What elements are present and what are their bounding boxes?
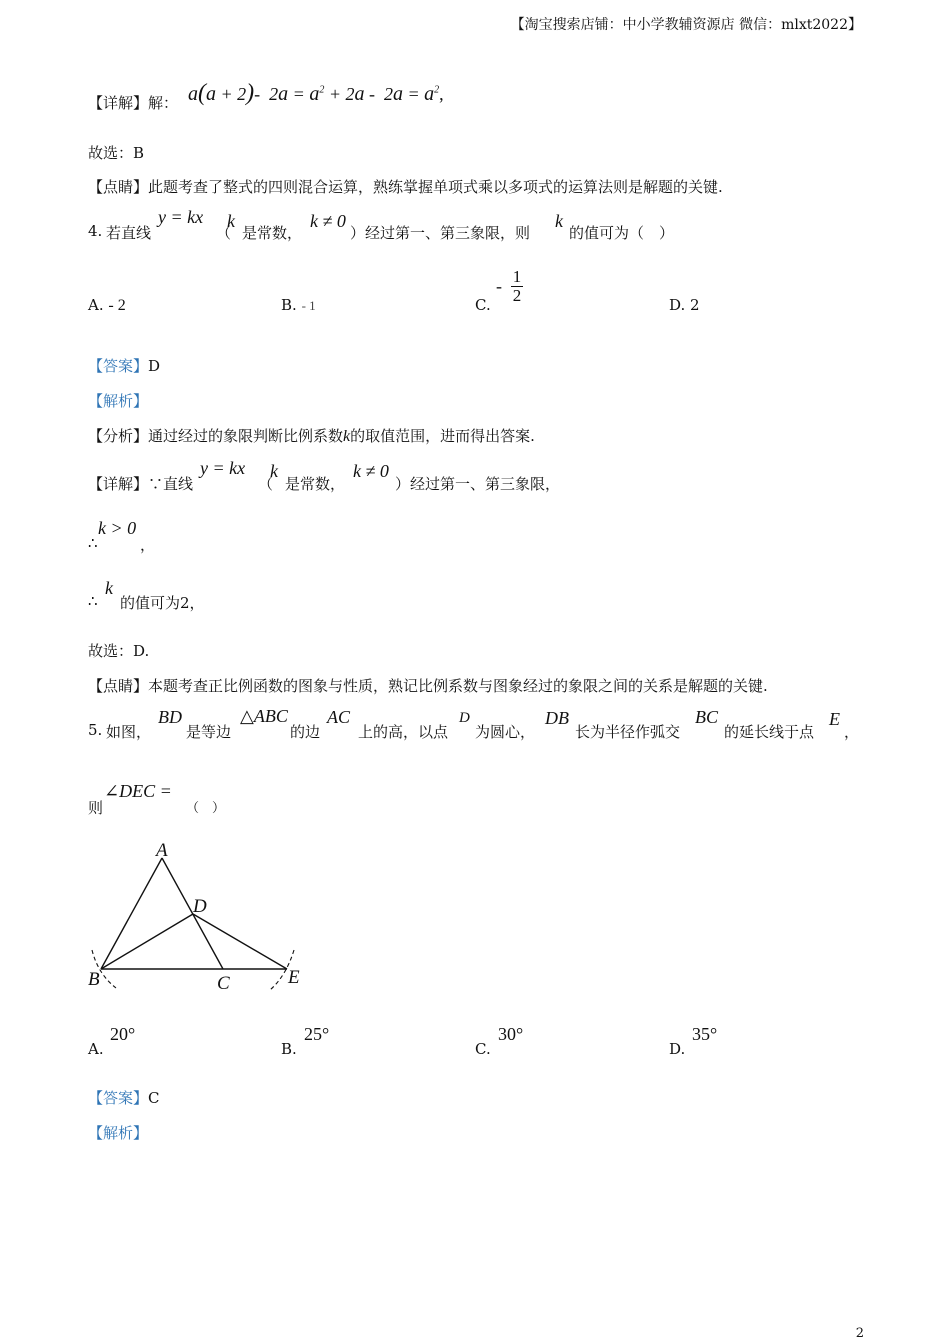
q4-detail-label	[88, 473, 193, 494]
option-value: 2	[690, 296, 700, 314]
q4-option-d[interactable]	[669, 296, 700, 314]
q5-s7: 的延长线于点	[724, 723, 815, 741]
page-number: 2	[855, 1326, 864, 1341]
q5-option-a-value: 20°	[110, 1024, 136, 1044]
q4-detail-d2: （	[258, 475, 274, 493]
q5-number: 5.	[88, 721, 103, 739]
q5-s8: ，	[844, 723, 860, 741]
q4-answer	[88, 355, 160, 376]
detail-text: ∵直线	[148, 475, 194, 493]
answer-value: C	[148, 1089, 160, 1107]
q5-s1: 如图，	[106, 723, 152, 741]
q5-e: E	[829, 709, 840, 729]
option-label: D.	[669, 1040, 686, 1058]
q4-k1: k	[227, 211, 235, 231]
q4-s1: 若直线	[106, 224, 152, 242]
q5-option-c-value: 30°	[498, 1024, 524, 1044]
page-header: 【淘宝搜索店铺：中小学教辅资源店 微信：mlxt2022】	[510, 17, 862, 33]
fenxi-k: k	[343, 428, 351, 445]
q4-choice: 故选：D.	[88, 642, 150, 660]
label-a: A	[156, 840, 168, 861]
fenxi-text: 通过经过的象限判断比例系数	[148, 427, 344, 445]
q5-then: 则	[88, 799, 104, 817]
option-value: - 2	[108, 297, 126, 314]
therefore-sign: ∴	[88, 534, 98, 552]
q4-detail-d4: ）经过第一、第三象限，	[395, 475, 561, 493]
q5-s4: 上的高，以点	[358, 723, 449, 741]
option-label: A.	[88, 296, 104, 314]
q5-db: DB	[545, 708, 569, 728]
prev-choice: 故选：B	[88, 144, 145, 162]
k-greater-zero: k > 0	[98, 518, 137, 538]
q5-option-d-value: 35°	[692, 1024, 718, 1044]
answer-label: 【答案】	[88, 1089, 149, 1107]
label-d: D	[193, 896, 207, 917]
q5-answer	[88, 1087, 160, 1108]
fenxi-label: 【分析】	[88, 427, 149, 445]
q5-s6: 长为半径作弧交	[575, 723, 681, 741]
detail-prefix: 解：	[148, 94, 179, 112]
q5-s5: 为圆心，	[475, 723, 536, 741]
q4-s4: ）经过第一、第三象限，则	[350, 224, 531, 242]
option-label: A.	[88, 1040, 104, 1058]
answer-label: 【答案】	[88, 357, 149, 375]
q5-option-d[interactable]	[669, 1040, 685, 1058]
prev-equation: a(a + 2)- $2a = a^2 + 2a - 2a = a^2$,	[188, 80, 444, 106]
q4-detail-expr: y = kx	[200, 458, 246, 478]
q5-d: D	[459, 710, 470, 726]
q5-option-c[interactable]	[475, 1040, 491, 1058]
q4-condition: k ≠ 0	[310, 211, 346, 231]
q5-s3: 的边	[290, 723, 321, 741]
q4-s2: （	[216, 224, 232, 242]
q4-option-a[interactable]	[88, 296, 126, 315]
side-ab	[101, 858, 162, 969]
prev-detail-line	[88, 92, 178, 113]
q4-s5: 的值可为（ ）	[569, 224, 675, 242]
q4-t2-k: k	[105, 578, 113, 598]
q5-option-a[interactable]	[88, 1040, 104, 1058]
option-label: B.	[281, 1040, 297, 1058]
comma: ，	[140, 536, 156, 554]
q5-analysis-label: 【解析】	[88, 1124, 149, 1142]
triangle-figure	[80, 836, 320, 996]
q4-option-c-value: - $\frac{1}{2}$	[496, 267, 522, 305]
q4-fenxi	[88, 425, 535, 446]
detail-label: 【详解】	[88, 94, 149, 112]
comment-label: 【点睛】	[88, 677, 149, 695]
q4-detail-k: k	[270, 461, 278, 481]
option-label: D.	[669, 296, 686, 314]
q5-option-b[interactable]	[281, 1040, 297, 1058]
q4-k2: k	[555, 211, 563, 231]
fenxi-text2: 的取值范围，进而得出答案.	[350, 427, 535, 445]
q4-expression: y = kx	[158, 207, 204, 227]
option-label: C.	[475, 296, 491, 314]
answer-value: D	[148, 357, 161, 375]
option-label: B.	[281, 296, 297, 314]
q4-option-b[interactable]	[281, 296, 316, 314]
q4-analysis-label: 【解析】	[88, 392, 149, 410]
q5-option-b-value: 25°	[304, 1024, 330, 1044]
q4-comment	[88, 675, 768, 696]
label-e: E	[288, 967, 300, 988]
altitude-bd	[101, 914, 193, 969]
q4-detail-d3: 是常数，	[285, 475, 346, 493]
comment-label: 【点睛】	[88, 178, 149, 196]
therefore-sign-2: ∴	[88, 592, 98, 610]
option-value: - 1	[301, 298, 316, 313]
q5-ac: AC	[327, 707, 351, 727]
comment-text: 此题考查了整式的四则混合运算，熟练掌握单项式乘以多项式的运算法则是解题的关键.	[148, 178, 723, 196]
q4-option-c[interactable]	[475, 296, 491, 314]
q4-detail-cond: k ≠ 0	[353, 461, 389, 481]
q4-s3: 是常数，	[242, 224, 303, 242]
label-c: C	[217, 973, 230, 994]
q5-s2: 是等边	[186, 723, 232, 741]
prev-comment	[88, 176, 723, 197]
q4-number: 4.	[88, 222, 103, 240]
option-label: C.	[475, 1040, 491, 1058]
q5-angle: ∠DEC =	[104, 781, 172, 801]
comment-text: 本题考查正比例函数的图象与性质，熟记比例系数与图象经过的象限之间的关系是解题的关键.	[148, 677, 768, 695]
q4-t2-text: 的值可为2，	[120, 594, 205, 612]
q5-paren: （ ）	[186, 801, 226, 816]
q5-bc: BC	[695, 707, 719, 727]
q5-triangle: △ABC	[240, 706, 288, 726]
detail-label: 【详解】	[88, 475, 149, 493]
q5-bd: BD	[158, 707, 182, 727]
label-b: B	[88, 969, 100, 990]
